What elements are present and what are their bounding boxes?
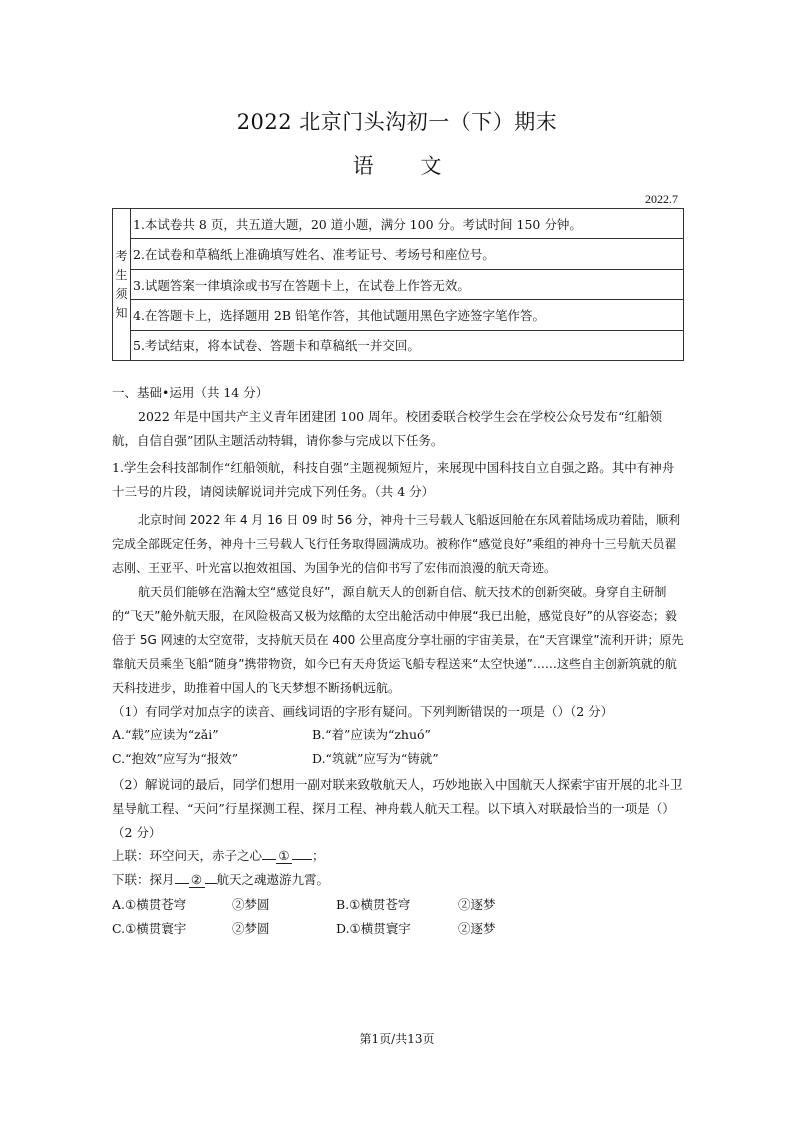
section-heading: 一、基础•运用（共 14 分）	[112, 385, 269, 400]
notice-item: 2.在试卷和草稿纸上准确填写姓名、准考证号、考场号和座位号。	[131, 239, 683, 269]
couplet-blank-1: ①	[276, 848, 292, 864]
notice-label-char: 知	[115, 305, 128, 320]
passage-paragraph-1: 北京时间 2022 年 4 月 16 日 09 时 56 分，神舟十三号载人飞船返回舱在东风着陆场成功着陆，顺利完成全部既定任务，神舟十三号载人飞行任务取得圆满成功。被称作“感觉良好”乘组的神舟十三号航天员翟志刚、王亚平、叶光富以抱效祖国、为国争光的信仰书写了宏伟而浪漫的航天奇迹。	[112, 513, 681, 575]
page-footer: 第1页/共13页	[359, 1032, 435, 1046]
notice-label-char: 须	[115, 286, 128, 301]
notice-label-char: 生	[115, 267, 128, 282]
option-b: B.“着”应读为“zhuó”	[312, 727, 431, 742]
exam-date: 2022.7	[645, 192, 678, 206]
option-c: C.“抱效”应写为“报效”	[112, 751, 239, 766]
answer-d-2: ②逐梦	[458, 921, 496, 936]
option-d: D.“筑就”应写为“铸就”	[312, 751, 439, 766]
sub-question-1-options	[112, 722, 686, 770]
couplet-lower-prefix: 下联：探月	[112, 872, 175, 887]
answer-a-2: ②梦圆	[232, 897, 270, 912]
couplet-blank-2: ②	[189, 872, 205, 888]
couplet-lower	[112, 870, 329, 888]
couplet-upper-suffix: ；	[312, 848, 325, 863]
notice-items	[131, 209, 683, 360]
couplet-upper-prefix: 上联：环空问天，赤子之心	[112, 848, 263, 863]
answer-c-2: ②梦圆	[232, 921, 270, 936]
sub-question-1: （1）有同学对加点字的读音、画线词语的字形有疑问。下列判断错误的一项是（）（2 分）	[112, 704, 614, 719]
notice-item: 5.考试结束，将本试卷、答题卡和草稿纸一并交回。	[133, 338, 420, 354]
page-title: 2022 北京门头沟初一（下）期末	[236, 110, 558, 134]
couplet-upper	[112, 846, 325, 864]
subject-title: 语 文	[352, 154, 442, 178]
answer-b-1: B.①横贯苍穹	[336, 897, 411, 912]
passage-paragraph-2: 航天员们能够在浩瀚太空“感觉良好”，源自航天人的创新自信、航天技术的创新突破。身穿自主研制的“飞天”舱外航天服，在风险极高又极为炫酷的太空出舱活动中伸展“我已出舱，感觉良好”的从容姿态；毅倍于 5G 网速的太空宽带，支持航天员在 400 公里高度分享壮丽的宇宙美景，在“天宫课堂”流利开讲；原先靠航天员乘坐飞船“随身”携带物资，如今已有天舟货运飞船专程送来“太空快递”……这些自主创新筑就的航天科技进步，助推着中国人的飞天梦想不断扬帆远航。	[112, 585, 684, 695]
notice-item: 4.在答题卡上，选择题用 2B 铅笔作答，其他试题用黑色字迹签字笔作答。	[131, 300, 683, 330]
question-1: 1.学生会科技部制作“红船领航，科技自强”主题视频短片，来展现中国科技自立自强之路。其中有神舟十三号的片段，请阅读解说词并完成下列任务。（共 4 分）	[112, 460, 675, 499]
notice-label	[113, 209, 131, 360]
option-a: A.“载”应读为“zǎi”	[112, 727, 219, 742]
answer-d-1: D.①横贯寰宇	[336, 921, 411, 936]
answer-b-2: ②逐梦	[458, 897, 496, 912]
notice-label-char: 考	[115, 248, 128, 263]
sub-question-2-answers	[112, 892, 686, 940]
sub-question-2: （2）解说词的最后，同学们想用一副对联来致敬航天人，巧妙地嵌入中国航天人探索宇宙开展的北斗卫星导航工程、“天问”行星探测工程、探月工程、神舟载人航天工程。以下填入对联最恰当的一项是（）（2 分）	[112, 777, 683, 840]
notice-item: 3.试题答案一律填涂或书写在答题卡上，在试卷上作答无效。	[131, 270, 683, 300]
section-intro: 2022 年是中国共产主义青年团建团 100 周年。校团委联合校学生会在学校公众号发布“红船领航，自信自强”团队主题活动特辑，请你参与完成以下任务。	[112, 409, 662, 448]
answer-a-1: A.①横贯苍穹	[112, 897, 187, 912]
answer-c-1: C.①横贯寰宇	[112, 921, 187, 936]
notice-box	[112, 208, 684, 361]
couplet-lower-suffix: 航天之魂遨游九霄。	[216, 872, 330, 887]
notice-item: 1.本试卷共 8 页，共五道大题，20 道小题，满分 100 分。考试时间 150 分钟。	[131, 209, 683, 239]
